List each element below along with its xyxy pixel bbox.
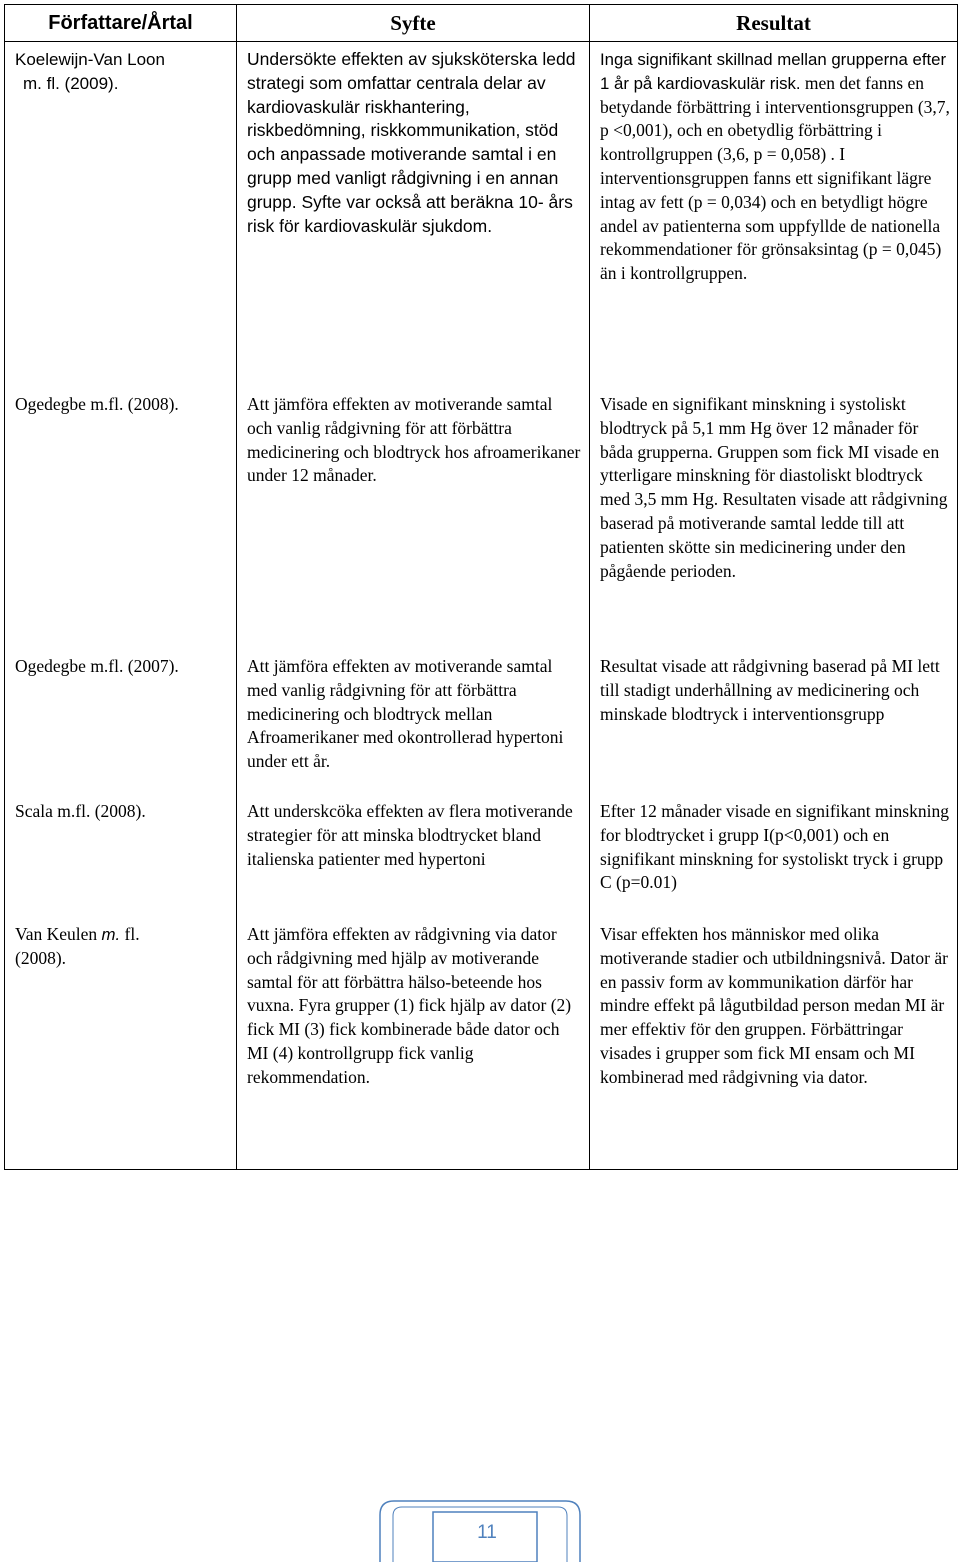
header-result: Resultat xyxy=(590,5,958,42)
page-number: 11 xyxy=(477,1522,497,1543)
aim-cell: Att underskcöka effekten av flera motiverande strategier för att minska blodtrycket bland italienska patienter med hypertoni xyxy=(237,794,590,917)
header-aim: Syfte xyxy=(237,5,590,42)
table-row xyxy=(5,794,958,917)
author-line: fl. xyxy=(124,924,140,944)
author-line: m. fl. (2009). xyxy=(23,73,119,93)
result-cell: Visade en signifikant minskning i systoliskt blodtryck på 5,1 mm Hg över 12 månader för båda grupperna. Gruppen som fick MI visade en ytterligare minskning för diastoliskt blodtryck med 3,5 mm Hg. Resultaten visade att rådgivning baserad på motiverande samtal ledde till att patienten skötte sin medicinering under den pågående perioden. xyxy=(590,383,958,649)
literature-table xyxy=(4,4,958,1170)
table-row xyxy=(5,42,958,384)
result-cell xyxy=(590,42,958,384)
result-cell: Efter 12 månader visade en signifikant minskning for blodtrycket i grupp I(p<0,001) och en signifikant minskning for systoliskt tryck i grupp C (p=0.01) xyxy=(590,794,958,917)
table-row xyxy=(5,383,958,649)
author-cell xyxy=(5,42,237,384)
author-abbrev: m. xyxy=(101,925,121,944)
aim-cell: Att jämföra effekten av rådgivning via dator och rådgivning med hjälp av motiverande samtal för att förbättra hälso-beteende hos vuxna. Fyra grupper (1) fick hjälp av dator (2) fick MI (3) fick kombinerade både dator och MI (4) kontrollgrupp fick vanlig rekommendation. xyxy=(237,917,590,1170)
table-row xyxy=(5,917,958,1170)
result-text: men det fanns en betydande förbättring i interventionsgruppen (3,7, p <0,001), och en obetydlig förbättring i kontrollgruppen (3,6, p = 0,058) . I interventionsgruppen fanns ett signifikant lägre intag av fett (p = 0,034) och en betydligt högre andel av patienterna som uppfyllde de nationella rekommendationer för grönsaksintag (p = 0,045) än i kontrollgruppen. xyxy=(600,72,950,284)
author-line: Van Keulen xyxy=(15,924,98,944)
header-author-year: Författare/Årtal xyxy=(5,5,237,42)
result-cell: Resultat visade att rådgivning baserad på MI lett till stadigt underhållning av medicinering och minskade blodtryck i interventionsgrupp xyxy=(590,649,958,794)
author-line: Koelewijn-Van Loon xyxy=(15,50,165,69)
author-cell xyxy=(5,917,237,1170)
author-cell: Ogedegbe m.fl. (2008). xyxy=(5,383,237,649)
table-row xyxy=(5,649,958,794)
table-header-row xyxy=(5,5,958,42)
aim-cell: Att jämföra effekten av motiverande samtal och vanlig rådgivning för att förbättra medicinering och blodtryck hos afroamerikaner under 12 månader. xyxy=(237,383,590,649)
result-text: Inga signifikant skillnad mellan grupperna efter 1 år på kardiovaskulär risk. xyxy=(600,50,947,93)
aim-cell: Att jämföra effekten av motiverande samtal med vanlig rådgivning för att förbättra medicinering och blodtryck mellan Afroamerikaner med okontrollerad hypertoni under ett år. xyxy=(237,649,590,794)
author-cell: Ogedegbe m.fl. (2007). xyxy=(5,649,237,794)
author-line: (2008). xyxy=(15,947,67,968)
aim-cell: Undersökte effekten av sjuksköterska ledd strategi som omfattar centrala delar av kardiovaskulär riskhantering, riskbedömning, riskkommunikation, stöd och anpassade motiverande samtal i en grupp med vanligt rådgivning i en annan grupp. Syfte var också att beräkna 10- års risk för kardiovaskulär sjukdom. xyxy=(237,42,590,384)
author-cell: Scala m.fl. (2008). xyxy=(5,794,237,917)
result-cell: Visar effekten hos människor med olika motiverande stadier och utbildningsnivå. Dator är en passiv form av kommunikation därför har mindre effekt på lågutbildad person medan MI är mer effektiv för den gruppen. Förbättringar visades i grupper som fick MI ensam och MI kombinerad med rådgivning via dator. xyxy=(590,917,958,1170)
